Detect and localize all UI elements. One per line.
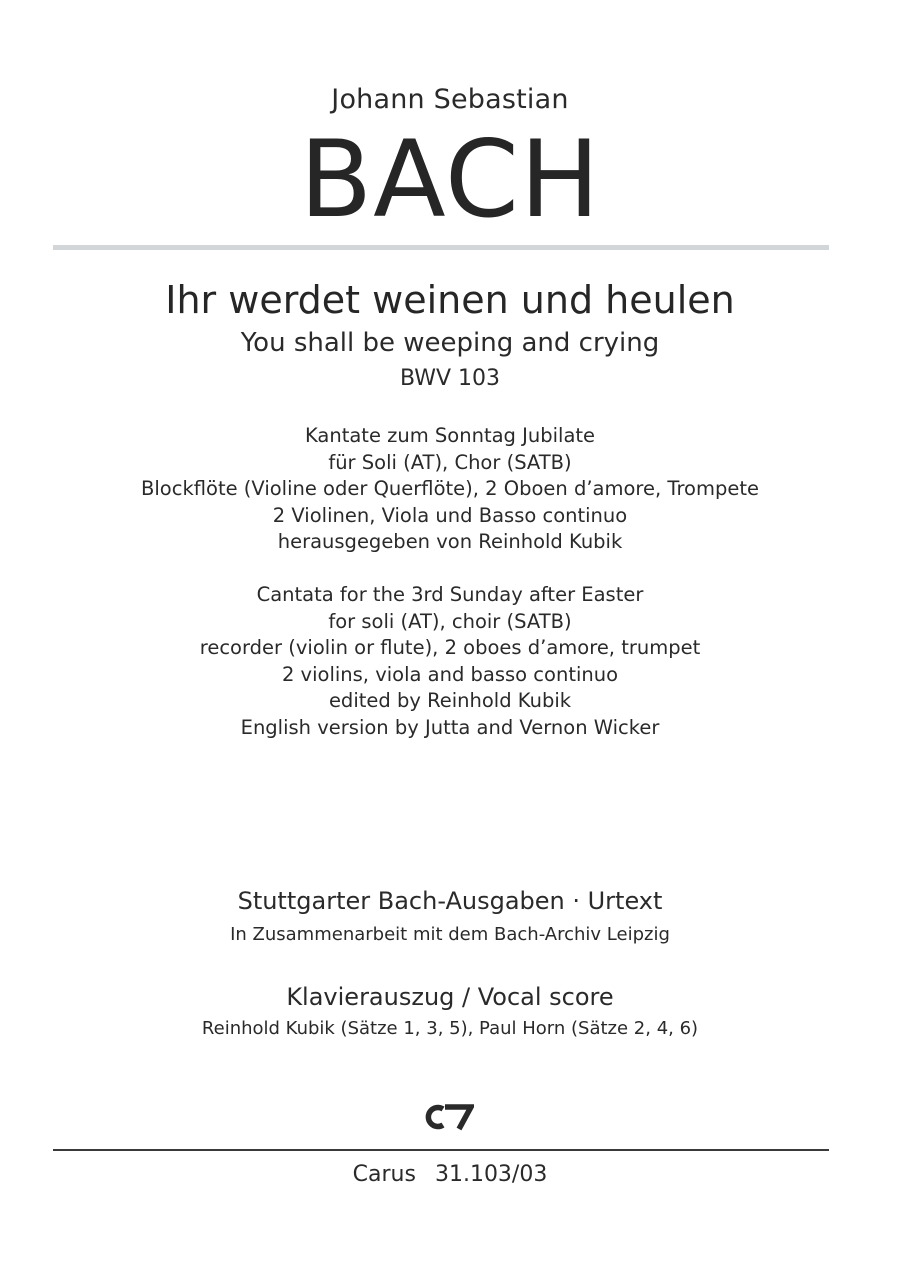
german-description-line: für Soli (AT), Chor (SATB) [328,450,572,474]
title-english: You shall be weeping and crying [240,328,660,358]
edition-collaboration: In Zusammenarbeit mit dem Bach-Archiv Leipzig [230,924,670,945]
carus-logo-icon [422,1102,474,1132]
score-type: Klavierauszug / Vocal score [286,983,614,1011]
catalog-number: 31.103/03 [434,1162,548,1187]
german-description-line: herausgegeben von Reinhold Kubik [277,530,623,553]
publisher-line [0,1162,900,1187]
composer-first-names: Johann Sebastian [331,84,569,115]
arrangers: Reinhold Kubik (Sätze 1, 3, 5), Paul Horn (Sätze 2, 4, 6) [201,1018,699,1039]
english-description-line: 2 violins, viola and basso continuo [281,662,619,686]
top-divider [53,245,829,250]
composer-last-name: BACH [299,118,601,241]
edition-series: Stuttgarter Bach-Ausgaben · Urtext [237,887,663,915]
title-german: Ihr werdet weinen und heulen [165,278,735,322]
german-description-line: Kantate zum Sonntag Jubilate [304,424,596,447]
english-description [0,582,900,741]
german-description-line: 2 Violinen, Viola und Basso continuo [272,503,628,527]
german-description-line: Blockflöte (Violine oder Querflöte), 2 Oboen d’amore, Trompete [141,477,759,500]
english-description-line: recorder (violin or flute), 2 oboes d’amore, trumpet [199,636,701,659]
publisher-name: Carus [352,1162,416,1187]
english-description-line: Cantata for the 3rd Sunday after Easter [256,583,644,606]
english-description-line: English version by Jutta and Vernon Wicker [240,715,660,739]
english-description-line: edited by Reinhold Kubik [328,689,572,712]
bottom-divider [53,1149,829,1151]
english-description-line: for soli (AT), choir (SATB) [328,609,572,633]
bwv-number: BWV 103 [399,366,501,391]
german-description [0,423,900,556]
